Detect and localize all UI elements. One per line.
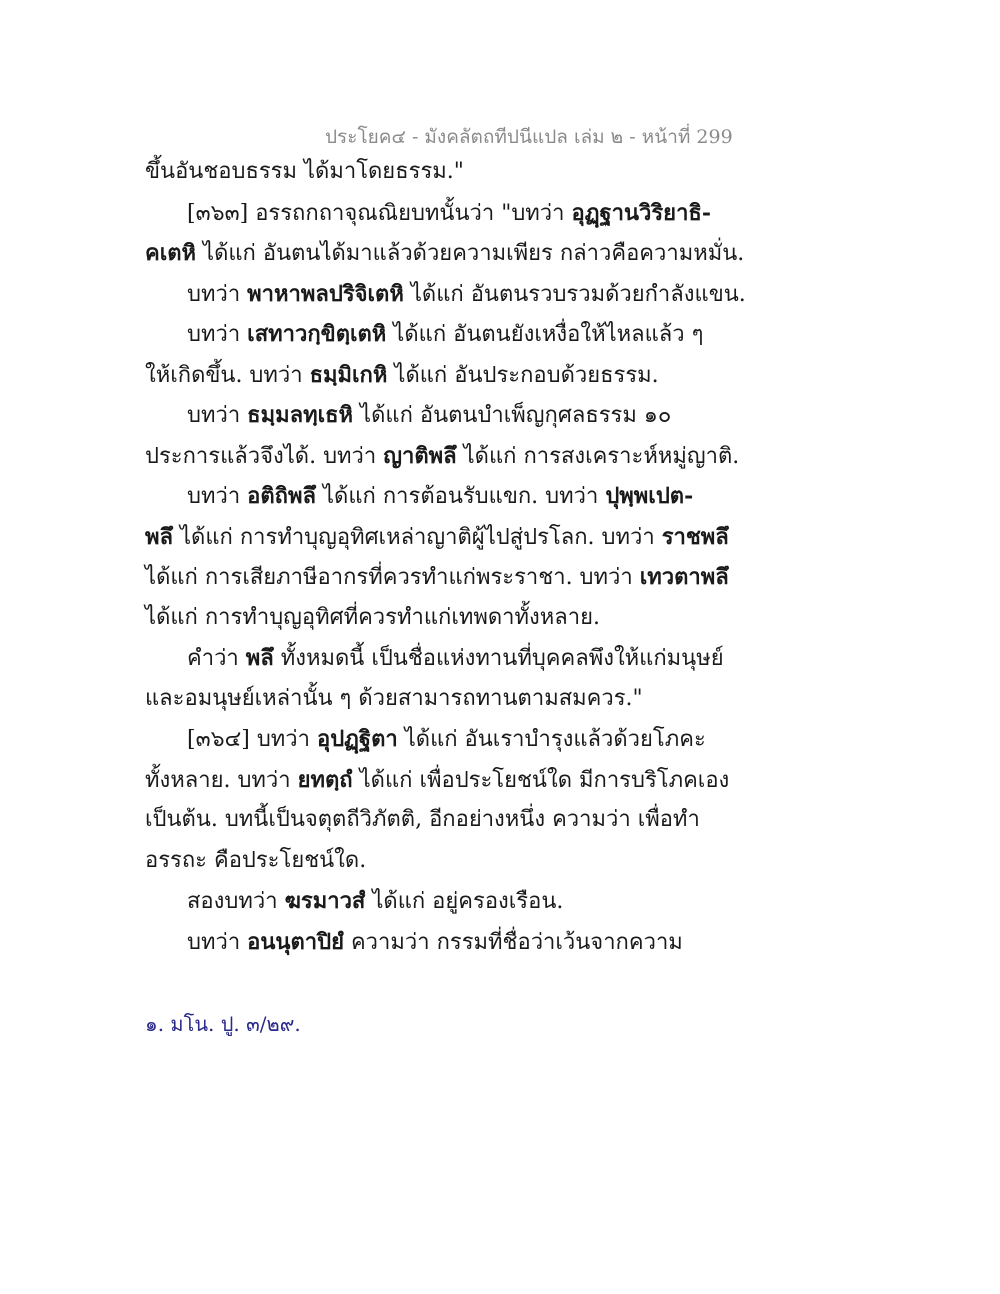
- text-line: [145, 436, 740, 477]
- text-segment: ได้แก่ อันตนบำเพ็ญกุศลธรรม ๑๐: [353, 403, 672, 428]
- text-segment: [๓๖๔] บทว่า: [187, 727, 317, 752]
- bold-term: ธมฺมลทฺเธหิ: [247, 402, 354, 428]
- text-line: [145, 638, 724, 679]
- bold-term: อนนุตาปิยํ: [247, 928, 344, 955]
- text-segment: อรรถะ คือประโยชน์ใด.: [145, 847, 367, 873]
- text-line: [145, 841, 685, 882]
- text-line: [145, 719, 706, 760]
- page-header: ประโยค๔ - มังคลัตถทีปนีแปล เล่ม ๒ - หน้าที่ 299: [325, 126, 733, 148]
- text-segment: ได้แก่ อันตนยังเหงื่อให้ไหลแล้ว ๆ: [386, 322, 704, 347]
- text-segment: ได้แก่ การทำบุญอุทิศเหล่าญาติผู้ไปสู่ปรโลก. บทว่า: [172, 524, 662, 550]
- bold-term: ธมฺมิเกหิ: [309, 361, 388, 388]
- text-line: [145, 476, 694, 517]
- text-segment: บทว่า: [187, 322, 248, 347]
- text-line: [145, 557, 729, 598]
- text-line: [145, 598, 685, 639]
- text-line: [145, 800, 700, 841]
- text-line: [145, 274, 746, 315]
- bold-term: พาหาพลปริจิเตหิ: [247, 280, 404, 307]
- text-segment: และอมนุษย์เหล่านั้น ๆ ด้วยสามารถทานตามสมควร.": [145, 685, 643, 711]
- footnote: ๑. มโน. ปู. ๓/๒๙.: [145, 1012, 301, 1036]
- text-line: [145, 922, 685, 963]
- text-segment: ได้แก่ เพื่อประโยชน์ใด มีการบริโภคเอง: [352, 767, 730, 793]
- text-segment: ได้แก่ อยู่ครองเรือน.: [365, 889, 564, 914]
- body-text: [145, 152, 746, 962]
- text-line: [145, 395, 685, 436]
- bold-term: อติถิพลึ: [247, 483, 316, 509]
- bold-term: คเตหิ: [145, 240, 197, 266]
- bold-term: เทวตาพลึ: [639, 564, 729, 590]
- text-segment: ความว่า กรรมที่ชื่อว่าเว้นจากความ: [343, 929, 683, 955]
- bold-term: พลึ: [245, 645, 274, 671]
- text-segment: บทว่า: [187, 929, 248, 955]
- text-line: [145, 760, 730, 801]
- bold-term: ยทตฺถํ: [297, 766, 353, 793]
- text-line: [145, 314, 704, 355]
- text-segment: บทว่า: [187, 484, 248, 509]
- text-segment: ทั้งหลาย. บทว่า: [145, 767, 298, 793]
- text-segment: สองบทว่า: [187, 889, 285, 914]
- bold-term: ญาติพลึ: [383, 442, 457, 469]
- text-line: [145, 679, 685, 720]
- bold-term: ราชพลึ: [661, 523, 729, 550]
- text-line: [145, 193, 711, 234]
- text-segment: ทั้งหมดนี้ เป็นชื่อแห่งทานที่บุคคลพึงให้แก่มนุษย์: [273, 646, 724, 671]
- text-segment: ได้แก่ การเสียภาษีอากรที่ควรทำแก่พระราชา. บทว่า: [145, 565, 640, 590]
- text-line: [145, 152, 685, 193]
- text-segment: ได้แก่ อันเราบำรุงแล้วด้วยโภคะ: [397, 727, 706, 752]
- text-segment: คำว่า: [187, 646, 246, 671]
- text-segment: [๓๖๓] อรรถกถาจุณณิยบทนั้นว่า "บทว่า: [187, 200, 572, 226]
- text-line: [145, 233, 745, 274]
- text-line: [145, 881, 685, 922]
- text-segment: บทว่า: [187, 403, 248, 428]
- text-segment: เป็นต้น. บทนี้เป็นจตุตถีวิภัตติ, อีกอย่างหนึ่ง ความว่า เพื่อทำ: [145, 807, 700, 832]
- text-line: [145, 517, 729, 558]
- text-segment: ประการแล้วจึงได้. บทว่า: [145, 443, 384, 469]
- bold-term: พลึ: [145, 523, 173, 550]
- text-segment: ได้แก่ การทำบุญอุทิศที่ควรทำแก่เทพดาทั้งหลาย.: [145, 604, 600, 630]
- text-segment: ได้แก่ การสงเคราะห์หมู่ญาติ.: [456, 443, 740, 469]
- bold-term: อุฏฺฐานวิริยาธิ-: [571, 199, 711, 226]
- text-segment: ได้แก่ อันประกอบด้วยธรรม.: [387, 362, 659, 388]
- text-segment: บทว่า: [187, 281, 248, 307]
- text-segment: ขึ้นอันชอบธรรม ได้มาโดยธรรม.": [145, 159, 464, 184]
- text-segment: ได้แก่ การต้อนรับแขก. บทว่า: [315, 484, 606, 509]
- bold-term: เสทาวกฺขิตฺเตหิ: [247, 321, 387, 347]
- bold-term: ฆรมาวสํ: [284, 888, 366, 914]
- bold-term: ปุพฺพเปต-: [605, 483, 694, 509]
- text-segment: ได้แก่ อันตนได้มาแล้วด้วยความเพียร กล่าวคือความหมั่น.: [196, 241, 745, 266]
- text-line: [145, 355, 685, 396]
- text-segment: ได้แก่ อันตนรวบรวมด้วยกำลังแขน.: [403, 281, 746, 307]
- text-segment: ให้เกิดขึ้น. บทว่า: [145, 362, 310, 388]
- bold-term: อุปฏฺฐิตา: [316, 726, 398, 752]
